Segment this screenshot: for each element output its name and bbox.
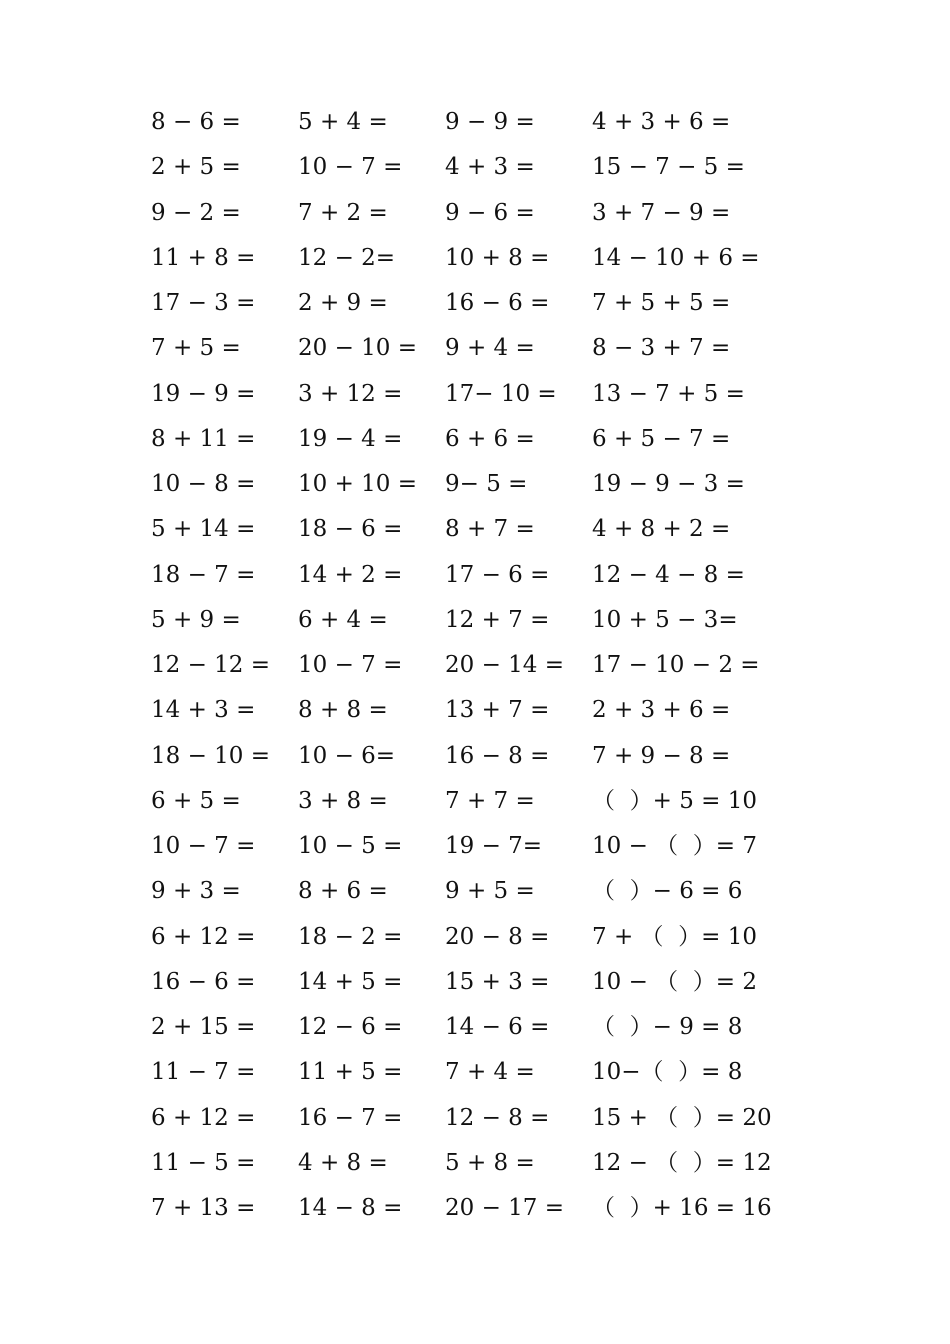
math-problem: 17 − 10 − 2 = (592, 652, 760, 679)
math-problem: （ ）+ 16 = 16 (592, 1195, 772, 1222)
math-problem: 12 − 12 = (151, 652, 271, 679)
math-problem: 2 + 9 = (298, 290, 388, 317)
math-problem: 16 − 6 = (151, 968, 256, 995)
math-problem: 4 + 3 = (445, 154, 535, 181)
math-problem: 7 + 5 = (151, 335, 241, 362)
problem-row (151, 1141, 871, 1186)
math-problem: 14 − 8 = (298, 1195, 403, 1222)
math-problem: 6 + 5 = (151, 787, 241, 814)
math-problem: 14 − 6 = (445, 1014, 550, 1041)
problem-row (151, 145, 871, 190)
math-problem: 7 + 13 = (151, 1195, 256, 1222)
problem-row (151, 598, 871, 643)
math-problem: 13 − 7 + 5 = (592, 380, 745, 407)
math-problem: 9− 5 = (445, 471, 528, 498)
math-problem: 17− 10 = (445, 380, 557, 407)
math-problem: 17 − 3 = (151, 290, 256, 317)
math-problem: 10 + 5 − 3= (592, 606, 738, 633)
math-problem: 16 − 6 = (445, 290, 550, 317)
math-problem: 2 + 3 + 6 = (592, 697, 731, 724)
math-problem: 19 − 9 − 3 = (592, 471, 745, 498)
math-problem: 18 − 2 = (298, 923, 403, 950)
math-problem: 14 − 10 + 6 = (592, 244, 760, 271)
math-problem: 10 − （ ）= 2 (592, 968, 757, 995)
math-problem: 3 + 8 = (298, 787, 388, 814)
math-problem: 7 + 2 = (298, 199, 388, 226)
math-problem: 10 − 5 = (298, 833, 403, 860)
math-problem: 12 − 6 = (298, 1014, 403, 1041)
math-problem: 6 + 5 − 7 = (592, 425, 731, 452)
problem-row (151, 236, 871, 281)
problem-row (151, 643, 871, 688)
math-problem: 18 − 10 = (151, 742, 271, 769)
math-problem: 5 + 4 = (298, 109, 388, 136)
math-problem: 20 − 8 = (445, 923, 550, 950)
math-problem: 9 − 6 = (445, 199, 535, 226)
math-problem: 10 − 8 = (151, 471, 256, 498)
problem-row (151, 915, 871, 960)
math-problem: 3 + 7 − 9 = (592, 199, 731, 226)
math-problem: 12 − 2= (298, 244, 396, 271)
math-problem: 8 − 3 + 7 = (592, 335, 731, 362)
math-problem: 11 − 7 = (151, 1059, 256, 1086)
problem-row (151, 100, 871, 145)
math-problem: 6 + 12 = (151, 1104, 256, 1131)
math-problem: 9 − 9 = (445, 109, 535, 136)
problem-row (151, 1005, 871, 1050)
math-problem: 5 + 14 = (151, 516, 256, 543)
math-problem: 10 − （ ）= 7 (592, 833, 757, 860)
problem-row (151, 553, 871, 598)
math-problem: 20 − 14 = (445, 652, 565, 679)
math-problem: 5 + 9 = (151, 606, 241, 633)
math-problem: 6 + 4 = (298, 606, 388, 633)
math-problem: 20 − 17 = (445, 1195, 565, 1222)
math-problem: 10 − 7 = (298, 154, 403, 181)
math-problem: 20 − 10 = (298, 335, 418, 362)
math-problem: 17 − 6 = (445, 561, 550, 588)
math-problem: 10 + 8 = (445, 244, 550, 271)
problem-row (151, 372, 871, 417)
problem-row (151, 779, 871, 824)
problem-row (151, 507, 871, 552)
problem-row (151, 1186, 871, 1231)
math-problem: 16 − 8 = (445, 742, 550, 769)
math-problem: 11 − 5 = (151, 1149, 256, 1176)
math-worksheet (151, 100, 871, 1231)
math-problem: 4 + 3 + 6 = (592, 109, 731, 136)
math-problem: 12 − 4 − 8 = (592, 561, 745, 588)
math-problem: 11 + 8 = (151, 244, 256, 271)
math-problem: 18 − 7 = (151, 561, 256, 588)
math-problem: （ ）− 9 = 8 (592, 1014, 743, 1041)
problem-row (151, 191, 871, 236)
math-problem: 7 + 7 = (445, 787, 535, 814)
problem-row (151, 824, 871, 869)
math-problem: 15 + 3 = (445, 968, 550, 995)
math-problem: 15 + （ ）= 20 (592, 1104, 772, 1131)
problem-row (151, 960, 871, 1005)
math-problem: 12 − 8 = (445, 1104, 550, 1131)
math-problem: 14 + 3 = (151, 697, 256, 724)
math-problem: 6 + 6 = (445, 425, 535, 452)
problem-row (151, 869, 871, 914)
math-problem: （ ）+ 5 = 10 (592, 787, 757, 814)
math-problem: 9 − 2 = (151, 199, 241, 226)
math-problem: 7 + （ ）= 10 (592, 923, 757, 950)
math-problem: 6 + 12 = (151, 923, 256, 950)
math-problem: 2 + 15 = (151, 1014, 256, 1041)
math-problem: 8 + 7 = (445, 516, 535, 543)
math-problem: 14 + 5 = (298, 968, 403, 995)
math-problem: 10 − 6= (298, 742, 396, 769)
problem-row (151, 462, 871, 507)
problem-row (151, 417, 871, 462)
math-problem: 8 + 6 = (298, 878, 388, 905)
problem-row (151, 688, 871, 733)
math-problem: 3 + 12 = (298, 380, 403, 407)
math-problem: 7 + 9 − 8 = (592, 742, 731, 769)
math-problem: 10 − 7 = (298, 652, 403, 679)
math-problem: 14 + 2 = (298, 561, 403, 588)
math-problem: 8 − 6 = (151, 109, 241, 136)
math-problem: 9 + 5 = (445, 878, 535, 905)
problem-row (151, 326, 871, 371)
math-problem: 19 − 4 = (298, 425, 403, 452)
math-problem: 10−（ ）= 8 (592, 1059, 743, 1086)
math-problem: 15 − 7 − 5 = (592, 154, 745, 181)
math-problem: （ ）− 6 = 6 (592, 878, 743, 905)
math-problem: 8 + 11 = (151, 425, 256, 452)
math-problem: 4 + 8 = (298, 1149, 388, 1176)
math-problem: 9 + 3 = (151, 878, 241, 905)
math-problem: 7 + 5 + 5 = (592, 290, 731, 317)
problem-row (151, 1096, 871, 1141)
math-problem: 2 + 5 = (151, 154, 241, 181)
math-problem: 19 − 9 = (151, 380, 256, 407)
math-problem: 18 − 6 = (298, 516, 403, 543)
problem-row (151, 281, 871, 326)
math-problem: 5 + 8 = (445, 1149, 535, 1176)
math-problem: 16 − 7 = (298, 1104, 403, 1131)
problem-row (151, 1050, 871, 1095)
math-problem: 11 + 5 = (298, 1059, 403, 1086)
math-problem: 12 − （ ）= 12 (592, 1149, 772, 1176)
math-problem: 19 − 7= (445, 833, 543, 860)
math-problem: 10 + 10 = (298, 471, 418, 498)
problem-row (151, 734, 871, 779)
math-problem: 8 + 8 = (298, 697, 388, 724)
math-problem: 13 + 7 = (445, 697, 550, 724)
math-problem: 10 − 7 = (151, 833, 256, 860)
math-problem: 12 + 7 = (445, 606, 550, 633)
math-problem: 9 + 4 = (445, 335, 535, 362)
math-problem: 7 + 4 = (445, 1059, 535, 1086)
math-problem: 4 + 8 + 2 = (592, 516, 731, 543)
